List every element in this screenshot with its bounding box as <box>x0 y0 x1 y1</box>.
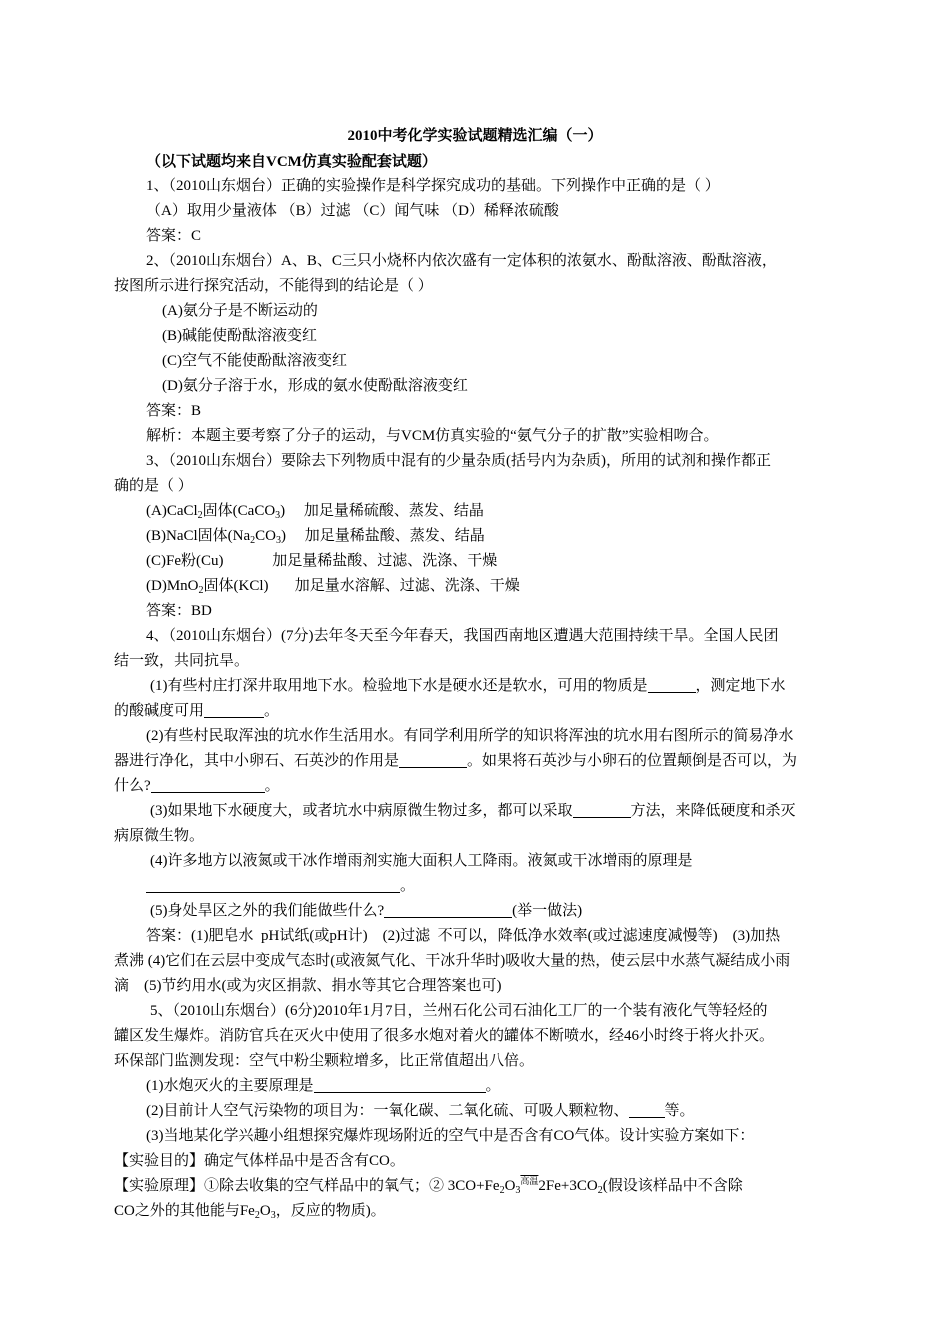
q4-answer-line2: 煮沸 (4)它们在云层中变成气态时(或液氮气化、干冰升华时)吸收大量的热，使云层中水蒸气凝结成小雨 <box>114 953 791 969</box>
q2-option-c: (C)空气不能使酚酞溶液变红 <box>162 353 347 369</box>
answer-blank <box>629 1101 665 1118</box>
q2-option-d: (D)氨分子溶于水，形成的氨水使酚酞溶液变红 <box>162 378 468 394</box>
q4-part5: (5)身处旱区之外的我们能做些什么? (举一做法) <box>150 903 583 919</box>
q5-experiment-principle-line1: 【实验原理】①除去收集的空气样品中的氧气；② $3CO+Fe_2O_3^{高温}2Fe+3CO_2$(假设该样品中不含除 <box>114 1176 743 1196</box>
q4-stem-line1: 4、（2010山东烟台）(7分)去年冬天至今年春天，我国西南地区遭遇大范围持续干旱。全国人民团 <box>146 628 779 644</box>
q5-stem-line3: 环保部门监测发现：空气中粉尘颗粒增多，比正常值超出八倍。 <box>114 1053 535 1069</box>
q2-stem-line1: 2、（2010山东烟台）A、B、C三只小烧杯内依次盛有一定体积的浓氨水、酚酞溶液、酚酞溶液， <box>146 253 777 269</box>
answer-blank <box>648 676 696 693</box>
q3-option-b: (B)NaCl固体$(Na_2CO_3)$ 加足量稀盐酸、蒸发、结晶 <box>146 528 485 546</box>
q2-option-a: (A)氨分子是不断运动的 <box>162 303 318 319</box>
page-title: 2010中考化学实验试题精选汇编（一） <box>347 128 603 144</box>
answer-blank <box>399 751 467 768</box>
q2-analysis: 解析：本题主要考察了分子的运动，与VCM仿真实验的“氨气分子的扩散”实验相吻合。 <box>146 428 719 444</box>
q1-options: （A）取用少量液体 （B）过滤 （C）闻气味 （D）稀释浓硫酸 <box>146 203 559 219</box>
q4-answer-line1: 答案：(1)肥皂水 pH试纸(或pH计) (2)过滤 不可以，降低净水效率(或过滤速度减慢等) (3)加热 <box>146 928 781 944</box>
q5-stem-line2: 罐区发生爆炸。消防官兵在灭火中使用了很多水炮对着火的罐体不断喷水，经46小时终于将火扑灭。 <box>114 1028 775 1044</box>
q3-stem-line1: 3、（2010山东烟台）要除去下列物质中混有的少量杂质(括号内为杂质)，所用的试剂和操作都正 <box>146 453 771 469</box>
page-subtitle: （以下试题均来自VCM仿真实验配套试题） <box>146 154 437 170</box>
answer-blank <box>204 701 264 718</box>
q4-stem-line2: 结一致，共同抗旱。 <box>114 653 250 669</box>
q5-part1: (1)水炮灭火的主要原理是 。 <box>146 1078 501 1094</box>
q3-option-a: (A)CaCl$_2$固体(CaCO$_3$) 加足量稀硫酸、蒸发、结晶 <box>146 503 484 521</box>
q5-experiment-principle-line2: CO之外的其他能与$Fe_2O_3$，反应的物质)。 <box>114 1203 386 1221</box>
q5-experiment-aim: 【实验目的】确定气体样品中是否含有CO。 <box>114 1153 405 1169</box>
q4-part4-line1: (4)许多地方以液氮或干冰作增雨剂实施大面积人工降雨。液氮或干冰增雨的原理是 <box>150 853 693 869</box>
answer-blank <box>314 1076 486 1093</box>
q4-part3-line1: (3)如果地下水硬度大，或者坑水中病原微生物过多，都可以采取 方法，来降低硬度和杀灭 <box>150 803 796 819</box>
answer-blank <box>151 776 265 793</box>
q5-part3: (3)当地某化学兴趣小组想探究爆炸现场附近的空气中是否含有CO气体。设计实验方案如下： <box>146 1128 755 1144</box>
q3-option-c: (C)Fe粉(Cu) 加足量稀盐酸、过滤、洗涤、干燥 <box>146 553 498 569</box>
q2-answer: 答案：B <box>146 403 202 419</box>
q4-part3-line2: 病原微生物。 <box>114 828 205 844</box>
q4-part2-line3: 什么? 。 <box>114 778 280 794</box>
q4-part1-line2: 的酸碱度可用 。 <box>114 703 280 719</box>
q1-stem: 1、（2010山东烟台）正确的实验操作是科学探究成功的基础。下列操作中正确的是（ ） <box>146 178 720 194</box>
q4-part2-line1: (2)有些村民取浑浊的坑水作生活用水。有同学利用所学的知识将浑浊的坑水用右图所示的简易净水 <box>146 728 794 744</box>
q2-stem-line2: 按图所示进行探究活动，不能得到的结论是（ ） <box>114 278 433 294</box>
q4-part1-line1: (1)有些村庄打深井取用地下水。检验地下水是硬水还是软水，可用的物质是 ，测定地下水 <box>150 678 786 694</box>
q4-part4-line2: 。 <box>146 874 415 899</box>
reaction-condition: 高温 <box>520 1176 539 1186</box>
q3-answer: 答案：BD <box>146 603 212 619</box>
answer-blank <box>573 801 631 818</box>
q4-part2-line2: 器进行净化，其中小卵石、石英沙的作用是 。如果将石英沙与小卵石的位置颠倒是否可以，为 <box>114 753 798 769</box>
q4-answer-line3: 滴 (5)节约用水(或为灾区捐款、捐水等其它合理答案也可) <box>114 978 502 994</box>
q5-part2: (2)目前计人空气污染物的项目为：一氧化碳、二氧化硫、可吸人颗粒物、 等。 <box>146 1103 695 1119</box>
answer-blank <box>384 901 512 918</box>
q3-stem-line2: 确的是（ ） <box>114 478 193 494</box>
q1-answer: 答案：C <box>146 228 202 244</box>
q2-option-b: (B)碱能使酚酞溶液变红 <box>162 328 317 344</box>
q5-stem-line1: 5、（2010山东烟台）(6分)2010年1月7日，兰州石化公司石油化工厂的一个装有液化气等轻烃的 <box>150 1003 768 1019</box>
answer-blank <box>146 876 400 893</box>
q3-option-d: (D)MnO$_2$固体(KCl) 加足量水溶解、过滤、洗涤、干燥 <box>146 578 520 596</box>
